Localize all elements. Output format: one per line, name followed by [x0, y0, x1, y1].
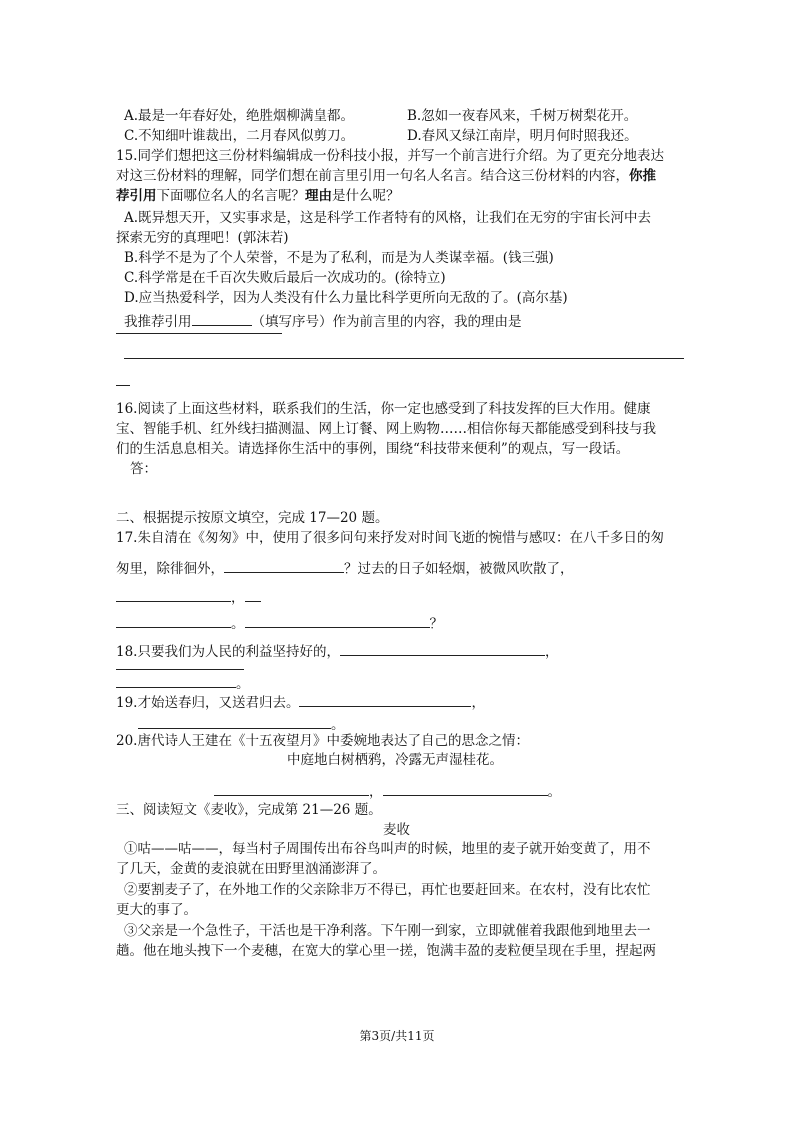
q19-blank-1[interactable] — [299, 691, 471, 707]
q15-option-c: C.科学常是在千百次失败后最后一次成功的。(徐特立) — [124, 270, 446, 286]
q14-option-a: A.最是一年春好处，绝胜烟柳满皇都。 — [124, 108, 355, 124]
q17-blank-3[interactable] — [245, 586, 261, 602]
q19-line-2: 。 — [138, 713, 345, 735]
paragraph-3-line-2: 趟。他在地头拽下一个麦穗，在宽大的掌心里一搓，饱满丰盈的麦粒便呈现在手里，捏起两 — [116, 943, 656, 959]
q20-line: 20.唐代诗人王建在《十五夜望月》中委婉地表达了自己的思念之情： — [116, 733, 529, 749]
q19-blank-2[interactable] — [138, 713, 331, 729]
q15-line-3: 荐引用下面哪位名人的名言呢？理由是什么呢？ — [116, 188, 400, 204]
q17-blank-4[interactable] — [116, 612, 231, 628]
q17-line-4: 。 ？ — [116, 612, 443, 634]
q18-line-1: 18.只要我们为人民的利益坚持好的， ， — [116, 640, 558, 662]
q18-blank-3[interactable] — [116, 672, 236, 688]
q17-line-3: ， — [116, 586, 261, 608]
q17-blank-5[interactable] — [245, 612, 430, 628]
q15-number-blank[interactable] — [192, 310, 252, 326]
q17-blank-1[interactable] — [224, 557, 344, 573]
q20-poem: 中庭地白树栖鸦，冷露无声湿桂花。 — [287, 752, 503, 768]
q14-option-c: C.不知细叶谁裁出，二月春风似剪刀。 — [124, 128, 355, 144]
section-3-heading: 三、阅读短文《麦收》，完成第 21—26 题。 — [116, 802, 382, 818]
q15-line-2: 对这三份材料的理解，同学们想在前言里引用一句名人名言。结合这三份材料的内容，你推 — [116, 168, 656, 184]
q16-line-2: 宝、智能手机、红外线扫描测温、网上订餐、网上购物……相信你每天都能感受到科技与我 — [116, 421, 656, 437]
q19-line-1: 19.才始送春归，又送君归去。 ， — [116, 691, 485, 713]
q14-option-d: D.春风又绿江南岸，明月何时照我还。 — [407, 128, 638, 144]
page-footer: 第3页/共11页 — [359, 1029, 435, 1043]
q15-option-d: D.应当热爱科学，因为人类没有什么力量比科学更所向无敌的了。(高尔基) — [124, 290, 568, 306]
paragraph-2-line-1: ②要割麦子了，在外地工作的父亲除非万不得已，再忙也要赶回来。在农村，没有比农忙 — [124, 882, 651, 898]
q17-blank-2[interactable] — [116, 586, 231, 602]
q15-recommend-line: 我推荐引用 （填写序号）作为前言里的内容，我的理由是 — [124, 310, 522, 332]
q17-line-1: 17.朱自清在《匆匆》中，使用了很多问句来抒发对时间飞逝的惋惜与感叹：在八千多日的匆 — [116, 530, 664, 546]
q17-line-2: 匆里，除徘徊外， ？过去的日子如轻烟，被微风吹散了， — [116, 557, 574, 579]
q18-blank-2[interactable] — [116, 669, 244, 670]
q15-bold-reason: 理由 — [305, 188, 332, 204]
q20-blank-1[interactable] — [214, 780, 369, 796]
q15-option-b: B.科学不是为了个人荣誉，不是为了私利，而是为人类谋幸福。(钱三强) — [124, 250, 554, 266]
q15-option-a-line-2: 探索无穷的真理吧！(郭沫若) — [116, 230, 289, 246]
q18-blank-1[interactable] — [340, 640, 545, 656]
q15-option-a-line-1: A.既异想天开，又实事求是，这是科学工作者特有的风格，让我们在无穷的宇宙长河中去 — [124, 210, 652, 226]
q16-line-1: 16.阅读了上面这些材料，联系我们的生活，你一定也感受到了科技发挥的巨大作用。健康 — [116, 401, 651, 417]
paragraph-1-line-1: ①咕——咕——，每当村子周围传出布谷鸟叫声的时候，地里的麦子就开始变黄了，用不 — [124, 841, 651, 857]
q20-answer-line: ， 。 — [214, 780, 561, 802]
q14-option-b: B.忽如一夜春风来，千树万树梨花开。 — [407, 108, 638, 124]
q18-line-3: 。 — [116, 672, 250, 694]
section-2-heading: 二、根据提示按原文填空，完成 17—20 题。 — [116, 510, 389, 526]
q15-reason-blank-2[interactable] — [124, 358, 684, 359]
q15-bold-recommend-2: 荐引用 — [116, 188, 157, 204]
paragraph-1-line-2: 了几天，金黄的麦浪就在田野里汹涌澎湃了。 — [116, 861, 386, 877]
article-title: 麦收 — [383, 822, 410, 838]
q15-line-1: 15.同学们想把这三份材料编辑成一份科技小报，并写一个前言进行介绍。为了更充分地表达 — [116, 148, 664, 164]
q15-bold-recommend-1: 你推 — [629, 168, 656, 184]
q16-line-3: 们的生活息息相关。请选择你生活中的事例，围绕“科技带来便利”的观点，写一段话。 — [116, 441, 630, 457]
q20-blank-2[interactable] — [383, 780, 548, 796]
paragraph-3-line-1: ③父亲是一个急性子，干活也是干净利落。下午刚一到家，立即就催着我跟他到地里去一 — [124, 923, 651, 939]
q15-reason-blank-3[interactable] — [116, 385, 130, 386]
paragraph-2-line-2: 更大的事了。 — [116, 902, 197, 918]
q15-reason-blank-1[interactable] — [116, 333, 282, 334]
q16-answer-label: 答： — [130, 461, 157, 477]
